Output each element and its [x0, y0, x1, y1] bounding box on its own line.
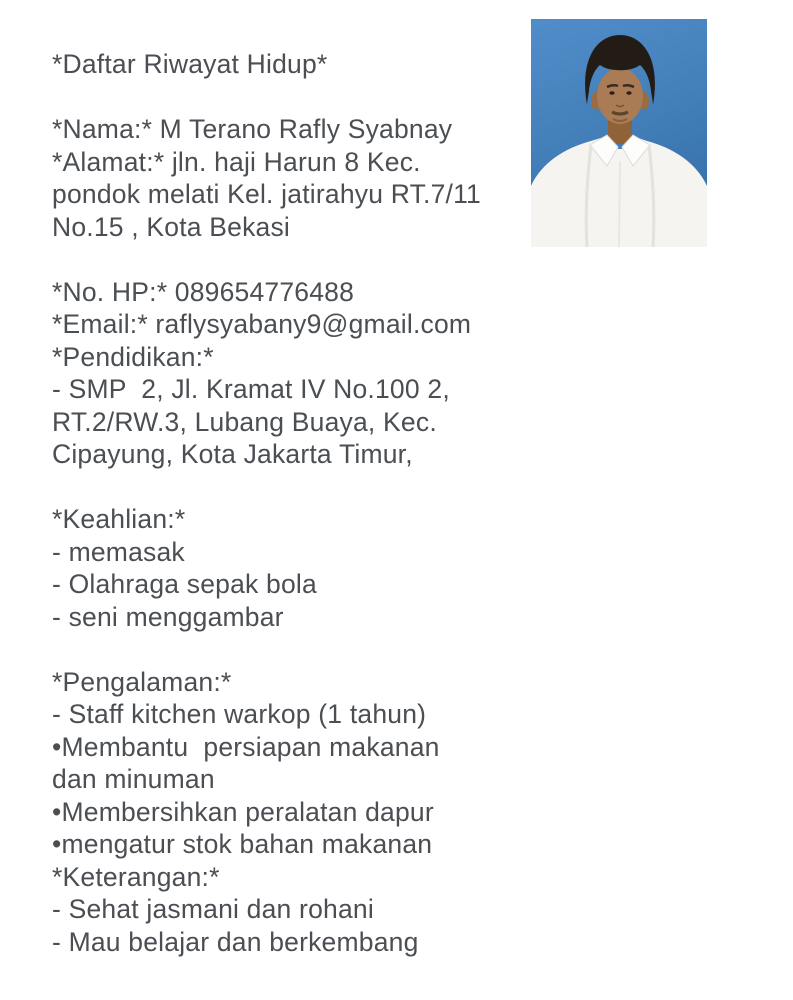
cv-text-line: No.15 , Kota Bekasi	[52, 211, 291, 242]
cv-text-line: •Membersihkan peralatan dapur	[52, 796, 434, 827]
cv-text-line: *Pengalaman:*	[52, 666, 232, 697]
cv-text	[52, 48, 481, 958]
cv-text-line: RT.2/RW.3, Lubang Buaya, Kec.	[52, 406, 437, 437]
cv-text-line: - Staff kitchen warkop (1 tahun)	[52, 699, 427, 729]
person-face	[597, 68, 643, 124]
cv-text-line: *Pendidikan:*	[52, 341, 214, 372]
cv-section-contact-education	[52, 276, 481, 471]
shirt-placket	[619, 161, 620, 247]
cv-text-line: *Email:* raflysyabany9@gmail.com	[52, 309, 472, 339]
cv-section-experience-notes	[52, 666, 481, 959]
cv-section-skills	[52, 503, 481, 633]
cv-text-line: *Nama:* M Terano Rafly Syabnay	[52, 114, 453, 144]
cv-text-line: - Sehat jasmani dan rohani	[52, 894, 374, 924]
cv-text-line: - SMP 2, Jl. Kramat IV No.100 2,	[52, 374, 450, 404]
cv-section-title	[52, 48, 481, 81]
cv-text-line: *Keterangan:*	[52, 861, 220, 892]
cv-text-line: •mengatur stok bahan makanan	[52, 829, 433, 859]
cv-text-line: - Mau belajar dan berkembang	[52, 926, 419, 957]
profile-photo	[531, 19, 707, 247]
cv-text-line: *Daftar Riwayat Hidup*	[52, 49, 328, 79]
cv-text-line: *Keahlian:*	[52, 504, 186, 534]
person-eye-left	[609, 91, 614, 95]
cv-text-line: - seni menggambar	[52, 601, 284, 632]
cv-text-line: *Alamat:* jln. haji Harun 8 Kec.	[52, 146, 421, 177]
cv-text-line: Cipayung, Kota Jakarta Timur,	[52, 439, 413, 469]
cv-text-line: dan minuman	[52, 764, 215, 794]
cv-text-line: *No. HP:* 089654776488	[52, 276, 355, 307]
cv-text-line: - memasak	[52, 536, 185, 567]
person-eye-right	[626, 91, 631, 95]
cv-section-identity	[52, 113, 481, 243]
cv-text-line: •Membantu persiapan makanan	[52, 731, 440, 762]
profile-photo-illustration	[531, 19, 707, 247]
cv-text-line: - Olahraga sepak bola	[52, 569, 317, 599]
cv-text-line: pondok melati Kel. jatirahyu RT.7/11	[52, 179, 481, 209]
